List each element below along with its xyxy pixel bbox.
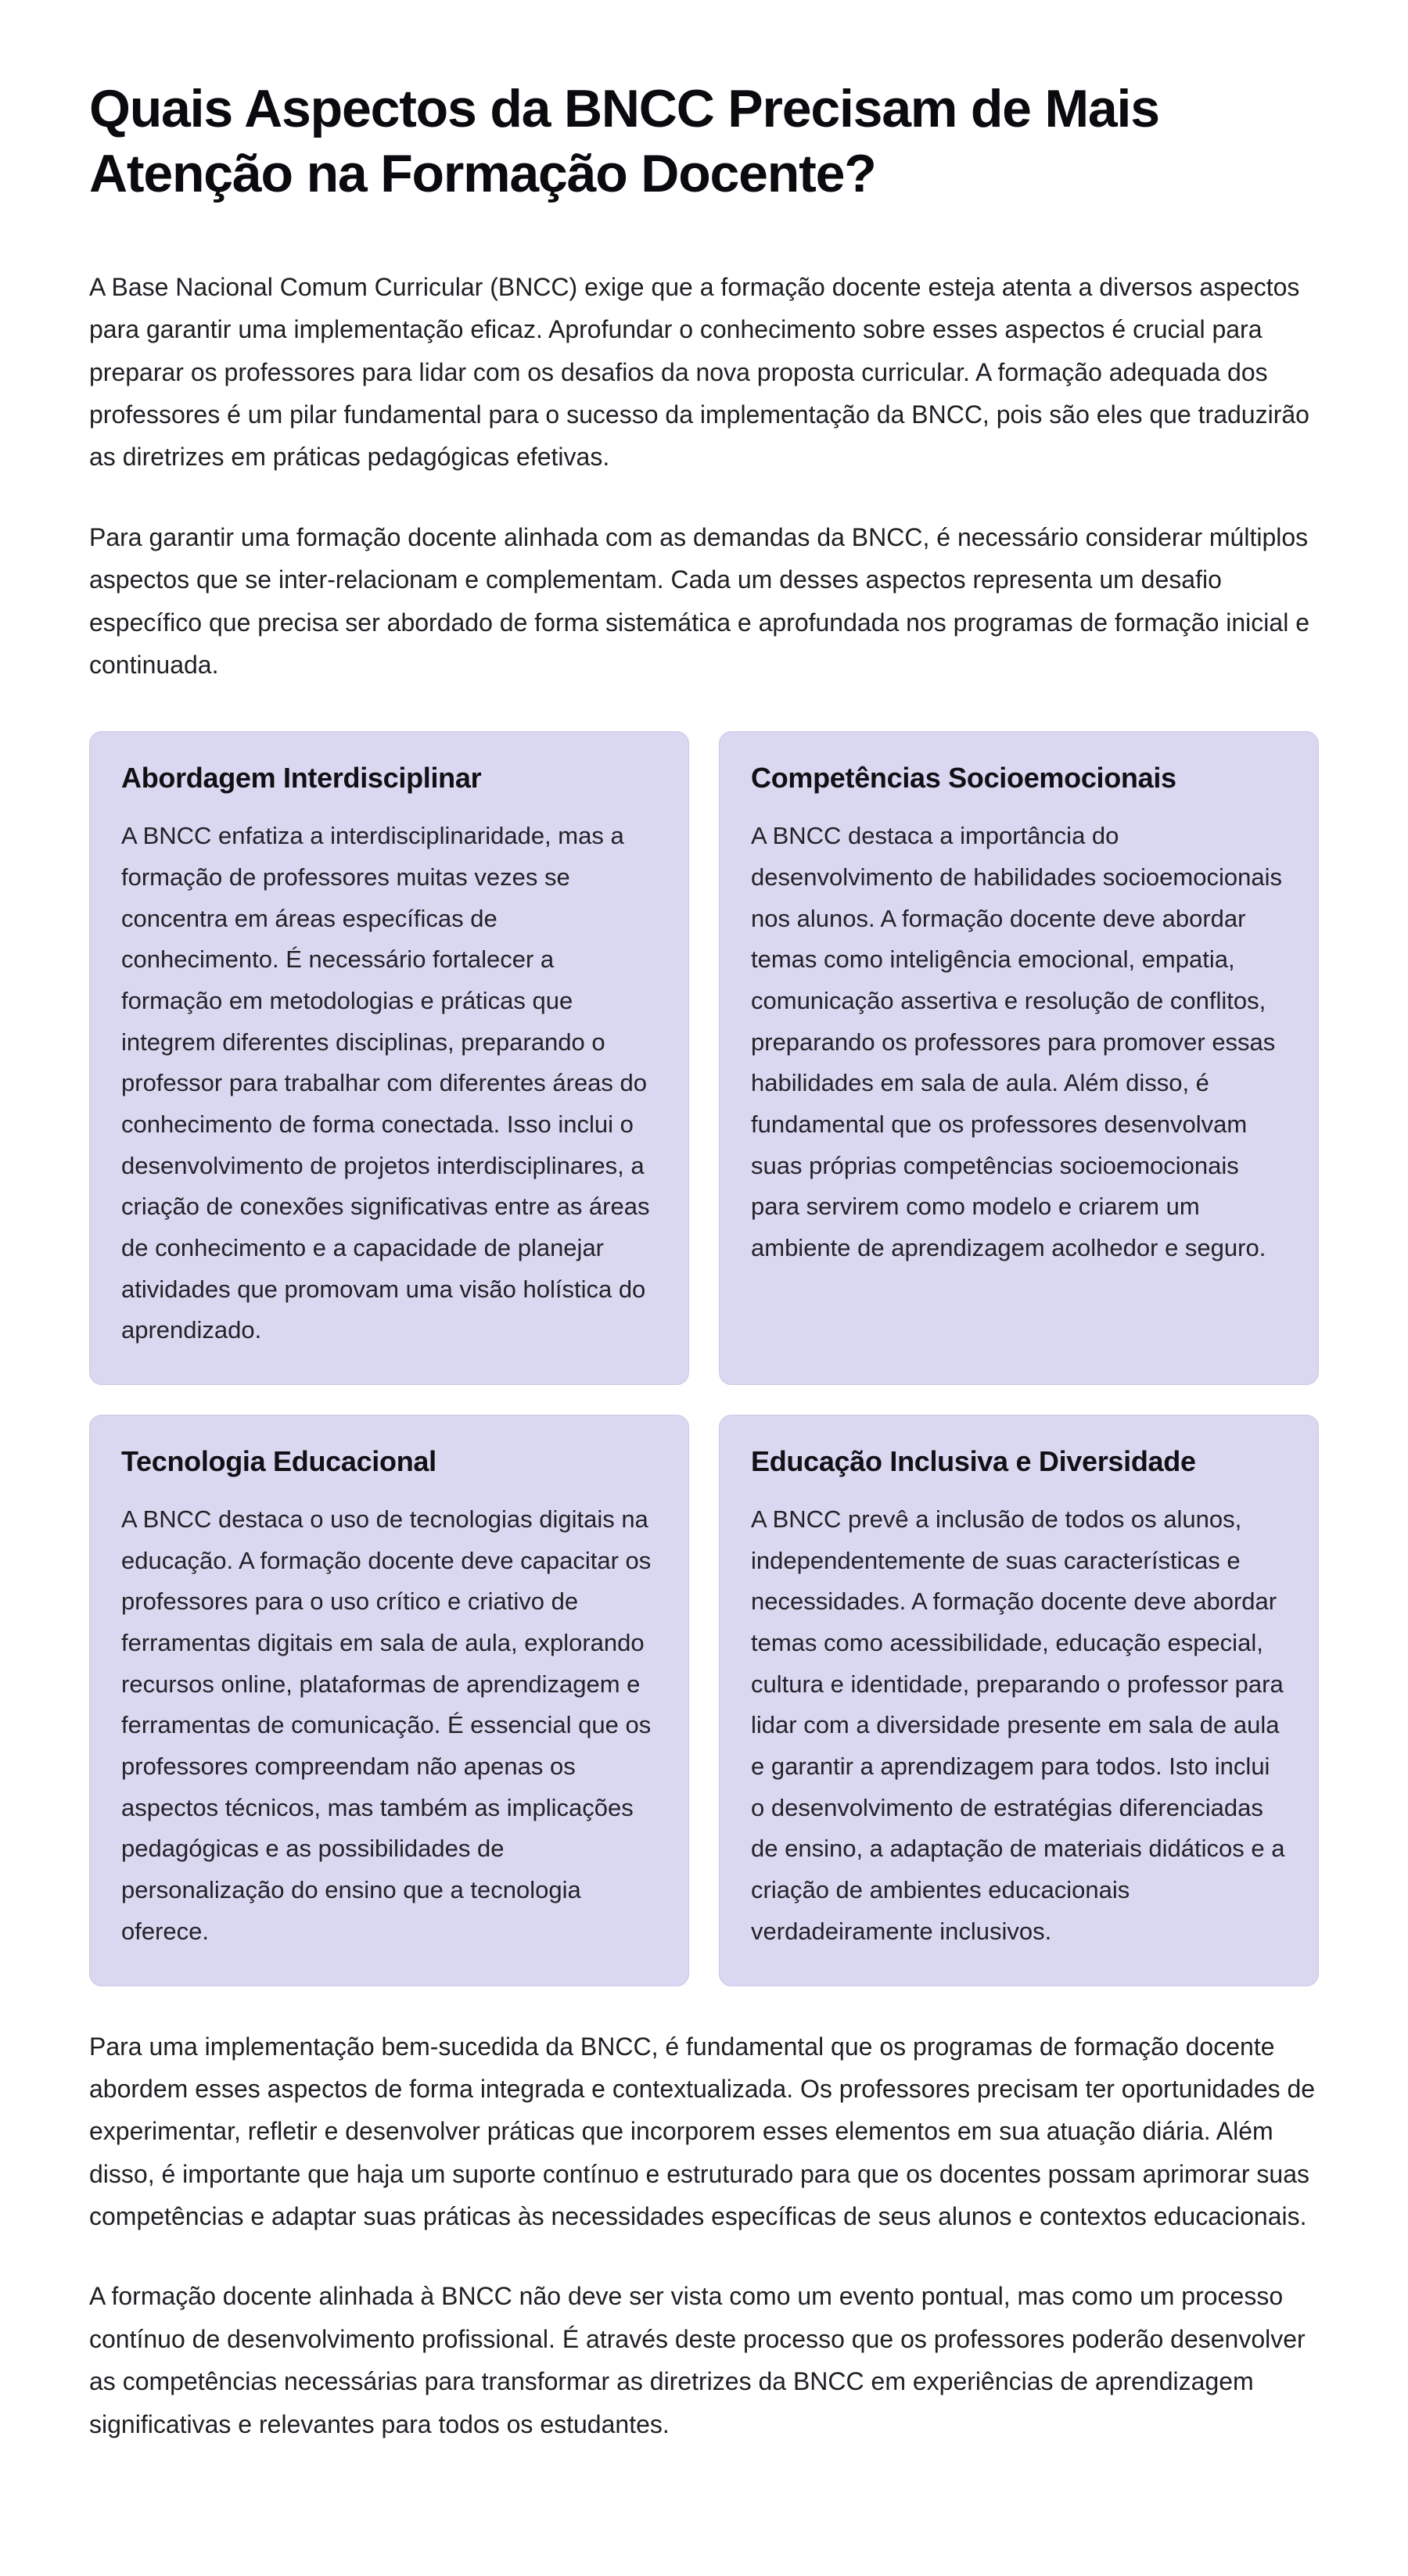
card-title: Tecnologia Educacional bbox=[121, 1445, 436, 1478]
card-title: Educação Inclusiva e Diversidade bbox=[751, 1445, 1196, 1478]
card-body: A BNCC enfatiza a interdisciplinaridade, mas a formação de professores muitas vezes se concentra em áreas específicas de conhecimento. É necessário fortalecer a formação em metodologias e práticas que integrem diferentes disciplinas, preparando o professor para trabalhar com diferentes áreas do conhecimento de forma conectada. Isso inclui o desenvolvimento de projetos interdisciplinares, a criação de conexões significativas entre as áreas de conhecimento e a capacidade de planejar atividades que promovam uma visão holística do aprendizado. bbox=[121, 822, 650, 1344]
card-abordagem-interdisciplinar bbox=[89, 731, 689, 1385]
page-title: Quais Aspectos da BNCC Precisam de Mais Atenção na Formação Docente? bbox=[89, 79, 1159, 203]
closing-paragraph-2: A formação docente alinhada à BNCC não deve ser vista como um evento pontual, mas como um processo contínuo de desenvolvimento profissional. É através deste processo que os professores poderão desenvolver as competências necessárias para transformar as diretrizes da BNCC em experiências de aprendizagem significativas e relevantes para todos os estudantes. bbox=[89, 2282, 1306, 2438]
card-competencias-socioemocionais bbox=[719, 731, 1319, 1385]
card-body: A BNCC destaca a importância do desenvolvimento de habilidades socioemocionais nos alunos. A formação docente deve abordar temas como inteligência emocional, empatia, comunicação assertiva e resolução de conflitos, preparando os professores para promover essas habilidades em sala de aula. Além disso, é fundamental que os professores desenvolvam suas próprias competências socioemocionais para servirem como modelo e criarem um ambiente de aprendizagem acolhedor e seguro. bbox=[751, 822, 1282, 1262]
card-tecnologia-educacional bbox=[89, 1415, 689, 1986]
aspect-cards-grid bbox=[89, 731, 1319, 1986]
intro-paragraph-1: A Base Nacional Comum Curricular (BNCC) exige que a formação docente esteja atenta a diversos aspectos para garantir uma implementação eficaz. Aprofundar o conhecimento sobre esses aspectos é crucial para preparar os professores para lidar com os desafios da nova proposta curricular. A formação adequada dos professores é um pilar fundamental para o sucesso da implementação da BNCC, pois são eles que traduzirão as diretrizes em práticas pedagógicas efetivas. bbox=[89, 272, 1309, 472]
card-title: Competências Socioemocionais bbox=[751, 762, 1176, 795]
intro-paragraph-2: Para garantir uma formação docente alinhada com as demandas da BNCC, é necessário considerar múltiplos aspectos que se inter-relacionam e complementam. Cada um desses aspectos representa um desafio específico que precisa ser abordado de forma sistemática e aprofundada nos programas de formação inicial e continuada. bbox=[89, 522, 1309, 680]
card-body: A BNCC destaca o uso de tecnologias digitais na educação. A formação docente deve capacitar os professores para o uso crítico e criativo de ferramentas digitais em sala de aula, explorando recursos online, plataformas de aprendizagem e ferramentas de comunicação. É essencial que os professores compreendam não apenas os aspectos técnicos, mas também as implicações pedagógicas e as possibilidades de personalização do ensino que a tecnologia oferece. bbox=[121, 1505, 652, 1945]
closing-paragraph-1: Para uma implementação bem-sucedida da BNCC, é fundamental que os programas de formação docente abordem esses aspectos de forma integrada e contextualizada. Os professores precisam ter oportunidades de experimentar, refletir e desenvolver práticas que incorporem esses elementos em sua atuação diária. Além disso, é importante que haja um suporte contínuo e estruturado para que os docentes possam aprimorar suas competências e adaptar suas práticas às necessidades específicas de seus alunos e contextos educacionais. bbox=[89, 2032, 1316, 2231]
card-educacao-inclusiva-diversidade bbox=[719, 1415, 1319, 1986]
card-body: A BNCC prevê a inclusão de todos os alunos, independentemente de suas características e necessidades. A formação docente deve abordar temas como acessibilidade, educação especial, cultura e identidade, preparando o professor para lidar com a diversidade presente em sala de aula e garantir a aprendizagem para todos. Isto inclui o desenvolvimento de estratégias diferenciadas de ensino, a adaptação de materiais didáticos e a criação de ambientes educacionais verdadeiramente inclusivos. bbox=[751, 1505, 1285, 1945]
card-title: Abordagem Interdisciplinar bbox=[121, 762, 482, 795]
